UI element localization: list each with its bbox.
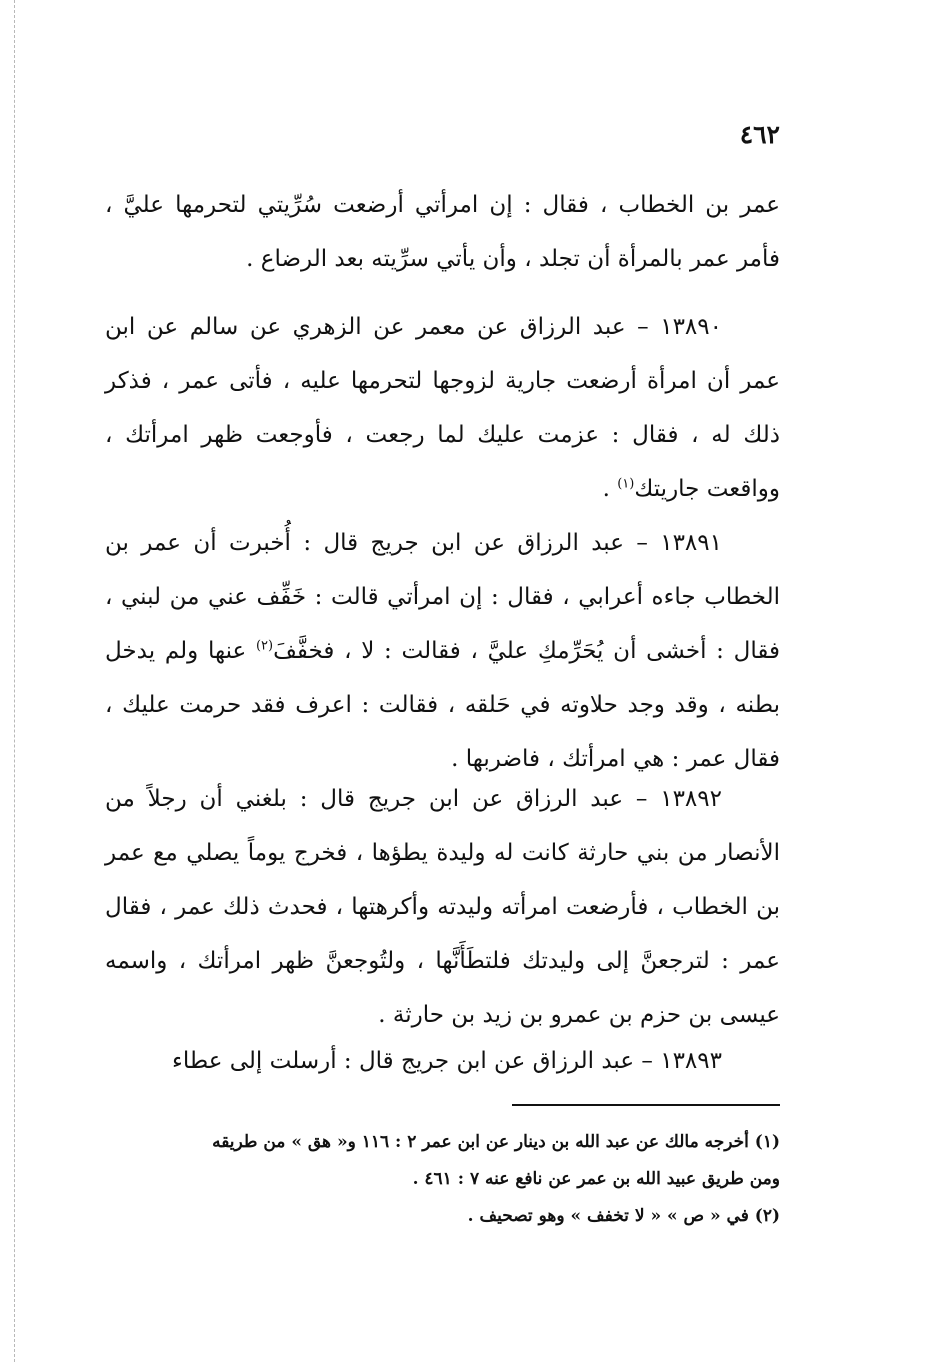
paragraph-13891 [105, 516, 780, 786]
page-number: ٤٦٢ [739, 120, 780, 149]
paragraph-13892 [105, 772, 780, 1042]
footnote-separator [512, 1104, 780, 1106]
paragraph-13893 [105, 1034, 780, 1088]
paragraph-text: ١٣٨٩١ – عبد الرزاق عن ابن جريج قال : أُخبرت أن عمر بن الخطاب جاءه أعرابي ، فقال : إن امرأتي قالت : خَفِّف عني من لبني ، فقال : أخشى أن يُحَرِّمكِ عليَّ ، فقالت : لا ، فخفَّفَ [105, 530, 780, 664]
book-page [105, 0, 780, 1362]
footnote-ref-1[interactable]: (١) [617, 476, 635, 492]
paragraph-13890 [105, 300, 780, 516]
footnote-ref-2[interactable]: (٢) [255, 638, 274, 654]
paragraph-text: عمر بن الخطاب ، فقال : إن امرأتي أرضعت سُرِّيتي لتحرمها عليَّ ، فأمر عمر بالمرأة أن تجلد ، وأن يأتي سرِّيته بعد الرضاع . [105, 192, 780, 272]
footnote-1-line-2: ومن طريق عبيد الله بن عمر عن نافع عنه ٧ : ٤٦١ . [412, 1169, 780, 1189]
paragraph-text-continued: عنها ولم يدخل بطنه ، وقد وجد حلاوته في حَلقه ، فقالت : اعرف فقد حرمت عليك ، فقال عمر : هي امرأتك ، فاضربها . [105, 638, 780, 772]
paragraph-text: ١٣٨٩٢ – عبد الرزاق عن ابن جريج قال : بلغني أن رجلاً من الأنصار من بني حارثة كانت له وليدة يطؤها ، فخرج يوماً يصلي مع عمر بن الخطاب ، فأرضعت امرأته وليدته وأكرهتها ، فحدث ذلك عمر ، فقال عمر : لترجعنَّ إلى وليدتك فلتطَأَنَّها ، ولتُوجعنَّ ظهر امرأتك ، واسمه عيسى بن حزم بن عمرو بن زيد بن حارثة . [105, 786, 780, 1028]
paragraph-continuation [105, 178, 780, 286]
paragraph-text: ١٣٨٩٠ – عبد الرزاق عن معمر عن الزهري عن سالم عن ابن عمر أن امرأة أرضعت جارية لزوجها لتحرمها عليه ، فأتى عمر ، فذكر ذلك له ، فقال : عزمت عليك لما رجعت ، فأوجعت ظهر امرأتك ، وواقعت جاريتك [105, 314, 780, 502]
paragraph-tail: . [602, 476, 618, 502]
footnotes [105, 1124, 780, 1235]
footnote-1-line-1: (١) أخرجه مالك عن عبد الله بن دينار عن ابن عمر ٢ : ١١٦ و« هق » من طريقه [212, 1132, 780, 1152]
footnote-2: (٢) في « ص » « لا تخفف » وهو تصحيف . [467, 1206, 780, 1226]
page-edge-guide [14, 0, 15, 1362]
paragraph-text: ١٣٨٩٣ – عبد الرزاق عن ابن جريج قال : أرسلت إلى عطاء [172, 1048, 722, 1074]
